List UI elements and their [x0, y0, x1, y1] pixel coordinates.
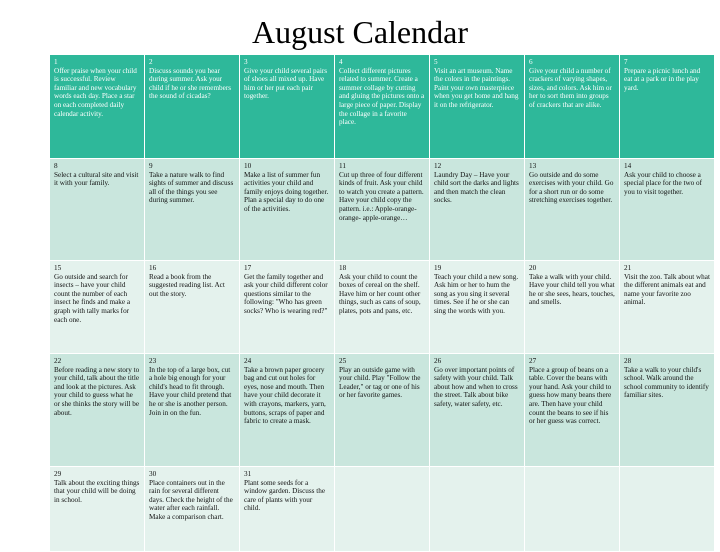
calendar-body	[50, 55, 714, 551]
calendar-day-cell	[145, 261, 239, 353]
calendar-day-cell	[240, 354, 334, 466]
calendar-week-row	[50, 159, 714, 260]
day-number: 24	[244, 357, 252, 365]
calendar-day-cell	[525, 261, 619, 353]
day-activity-text: Talk about the exciting things that your child will be doing in school.	[54, 478, 140, 504]
calendar-day-cell	[50, 354, 144, 466]
day-activity-text: Collect different pictures related to summer. Create a summer collage by cutting and gluing the pictures onto a large piece of paper. Display the collage in a favorite place.	[339, 66, 425, 127]
day-number: 10	[244, 162, 252, 170]
calendar-day-cell	[430, 159, 524, 260]
calendar-day-cell	[525, 354, 619, 466]
day-activity-text: Teach your child a new song. Ask him or her to hum the song as you sing it several times. See if he or she can sing the words with you.	[434, 272, 519, 315]
calendar-day-cell	[145, 159, 239, 260]
day-activity-text: Before reading a new story to your child, talk about the title and look at the pictures. Ask your child to guess what he or she thinks the story will be about.	[54, 365, 140, 417]
day-activity-text: Go over important points of safety with your child. Talk about how and when to cross the street. Talk about bike safety, water safety, etc.	[434, 365, 518, 408]
day-number: 1	[54, 58, 58, 66]
calendar-day-cell	[620, 55, 714, 158]
day-activity-text: Plant some seeds for a window garden. Discuss the care of plants with your child.	[244, 478, 326, 513]
day-activity-text: Visit an art museum. Name the colors in the paintings. Paint your own masterpiece when you get home and hang it on the refrigerator.	[434, 66, 519, 109]
day-activity-text: Go outside and do some exercises with your child. Go for a short run or do some stretching exercises together.	[529, 170, 614, 205]
day-activity-text: Take a walk with your child. Have your child tell you what he or she sees, hears, touches, and smells.	[529, 272, 615, 307]
day-activity-text: Get the family together and ask your child different color questions similar to the following: "Who has green socks? Who is wearing red?"	[244, 272, 328, 315]
calendar-day-cell	[620, 159, 714, 260]
day-activity-text: Laundry Day – Have your child sort the darks and lights and then match the clean socks.	[434, 170, 519, 205]
day-number: 17	[244, 264, 252, 272]
day-number: 25	[339, 357, 347, 365]
day-number: 12	[434, 162, 442, 170]
calendar-day-cell	[145, 55, 239, 158]
day-number: 21	[624, 264, 632, 272]
day-activity-text: Give your child a number of crackers of varying shapes, sizes, and colors. Ask him or her to sort them into groups of crackers that are alike.	[529, 66, 612, 109]
day-number: 6	[529, 58, 533, 66]
calendar-day-cell	[525, 55, 619, 158]
day-activity-text: Play an outside game with your child. Play "Follow the Leader," or tag or one of his or her favorite games.	[339, 365, 421, 400]
day-activity-text: Place a group of beans on a table. Cover the beans with your hand. Ask your child to guess how many beans there are. Then have your child count the beans to see if his or her guess was correct.	[529, 365, 612, 426]
day-activity-text: Place containers out in the rain for several different days. Check the height of the water after each rainfall. Make a comparison chart.	[149, 478, 233, 521]
day-number: 9	[149, 162, 153, 170]
calendar-day-cell	[50, 261, 144, 353]
calendar-day-cell	[50, 467, 144, 551]
calendar-day-cell	[430, 55, 524, 158]
day-number: 22	[54, 357, 62, 365]
calendar-day-cell	[525, 159, 619, 260]
day-number: 3	[244, 58, 248, 66]
calendar-week-row	[50, 467, 714, 551]
calendar-day-cell	[620, 354, 714, 466]
day-number: 2	[149, 58, 153, 66]
calendar-week-row	[50, 261, 714, 353]
calendar-day-cell	[430, 261, 524, 353]
day-activity-text: Make a list of summer fun activities your child and family enjoys doing together. Plan a special day to do one of the activities.	[244, 170, 329, 213]
day-number: 15	[54, 264, 62, 272]
day-number: 27	[529, 357, 537, 365]
calendar-day-cell	[240, 159, 334, 260]
day-number: 14	[624, 162, 632, 170]
day-number: 13	[529, 162, 537, 170]
day-activity-text: Cut up three of four different kinds of fruit. Ask your child to watch you create a pattern. Have your child copy the pattern. i.e.: Apple-orange-orange- apple-orange…	[339, 170, 424, 222]
day-activity-text: Ask your child to count the boxes of cereal on the shelf. Have him or her count other things, such as cans of soup, plates, pots and pans, etc.	[339, 272, 421, 315]
calendar-day-cell	[145, 354, 239, 466]
calendar-day-cell	[335, 159, 429, 260]
day-activity-text: Give your child several pairs of shoes all mixed up. Have him or her put each pair together.	[244, 66, 328, 101]
day-activity-text: Take a walk to your child's school. Walk around the school community to identify familiar sites.	[624, 365, 709, 400]
day-activity-text: Take a brown paper grocery bag and cut out holes for eyes, nose and mouth. Then have your child decorate it with crayons, markers, yarn, buttons, scraps of paper and fabric to create a mask.	[244, 365, 326, 426]
calendar-day-cell	[335, 354, 429, 466]
day-number: 11	[339, 162, 346, 170]
calendar-day-cell	[620, 467, 714, 551]
day-activity-text: Take a nature walk to find sights of summer and discuss all of the things you see during summer.	[149, 170, 234, 205]
day-number: 16	[149, 264, 157, 272]
calendar-day-cell	[240, 261, 334, 353]
day-number: 29	[54, 470, 62, 478]
day-activity-text: Discuss sounds you hear during summer. Ask your child if he or she remembers the sound of cicadas?	[149, 66, 232, 101]
day-number: 20	[529, 264, 537, 272]
calendar-day-cell	[145, 467, 239, 551]
day-activity-text: Go outside and search for insects – have your child count the number of each insect he finds and make a graph with tally marks for each one.	[54, 272, 131, 324]
calendar-day-cell	[430, 354, 524, 466]
day-number: 28	[624, 357, 632, 365]
day-activity-text: Prepare a picnic lunch and eat at a park or in the play yard.	[624, 66, 701, 92]
calendar-day-cell	[335, 55, 429, 158]
calendar-day-cell	[430, 467, 524, 551]
day-activity-text: Select a cultural site and visit it with your family.	[54, 170, 139, 188]
calendar-day-cell	[240, 467, 334, 551]
day-number: 18	[339, 264, 347, 272]
page-title: August Calendar	[252, 14, 468, 50]
day-number: 19	[434, 264, 442, 272]
day-number: 5	[434, 58, 438, 66]
calendar-week-row	[50, 55, 714, 158]
day-activity-text: Read a book from the suggested reading list. Act out the story.	[149, 272, 225, 298]
day-number: 4	[339, 58, 343, 66]
day-number: 23	[149, 357, 157, 365]
calendar-day-cell	[335, 261, 429, 353]
calendar-day-cell	[50, 159, 144, 260]
day-number: 30	[149, 470, 157, 478]
calendar-day-cell	[620, 261, 714, 353]
day-activity-text: In the top of a large box, cut a hole big enough for your child's head to fit through. Have your child pretend that he or she is another person. Join in on the fun.	[149, 365, 232, 417]
calendar-grid	[49, 54, 715, 552]
calendar-day-cell	[525, 467, 619, 551]
calendar-day-cell	[50, 55, 144, 158]
day-number: 26	[434, 357, 442, 365]
day-number: 31	[244, 470, 252, 478]
day-activity-text: Visit the zoo. Talk about what the different animals eat and name your favorite zoo animal.	[624, 272, 710, 307]
day-activity-text: Offer praise when your child is successful. Review familiar and new vocabulary words each day. Place a star on each completed daily calendar activity.	[54, 66, 137, 118]
day-number: 8	[54, 162, 58, 170]
calendar-day-cell	[335, 467, 429, 551]
calendar-day-cell	[240, 55, 334, 158]
day-number: 7	[624, 58, 628, 66]
calendar-week-row	[50, 354, 714, 466]
day-activity-text: Ask your child to choose a special place for the two of you to visit together.	[624, 170, 703, 196]
